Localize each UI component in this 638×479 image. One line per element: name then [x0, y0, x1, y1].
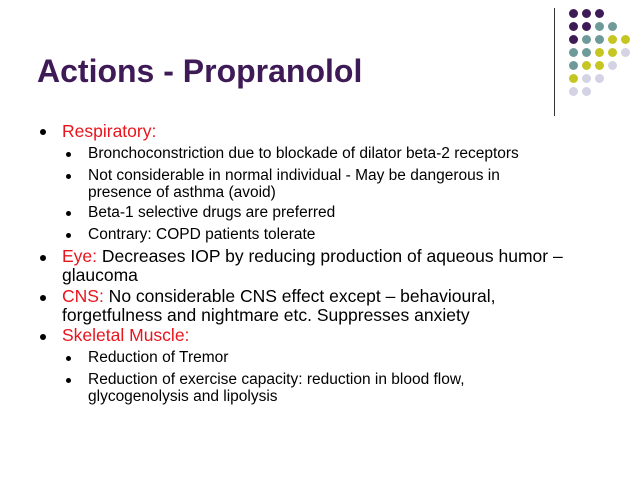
- sub-bullet-icon: [66, 174, 71, 179]
- sub-bullet-icon: [66, 356, 71, 361]
- bullet-text: [62, 287, 622, 306]
- bullet-heading: Respiratory:: [62, 121, 157, 141]
- dot: [608, 22, 617, 31]
- sub-bullet-text-continued: presence of asthma (avoid): [88, 184, 276, 201]
- title-divider-line: [554, 8, 555, 116]
- sub-bullet-text: Contrary: COPD patients tolerate: [88, 226, 316, 243]
- sub-bullet-icon: [66, 152, 71, 157]
- sub-bullet-text: Bronchoconstriction due to blockade of dilator beta-2 receptors: [88, 145, 519, 162]
- dot: [608, 35, 617, 44]
- bullet-body: Decreases IOP by reducing production of aqueous humor –: [97, 246, 563, 266]
- dot: [582, 35, 591, 44]
- bullet-text-continued: forgetfulness and nightmare etc. Suppresses anxiety: [62, 305, 470, 325]
- bullet-icon: [40, 334, 46, 340]
- bullet-heading: Eye:: [62, 246, 98, 266]
- dot: [608, 61, 617, 70]
- bullet-heading: CNS:: [62, 286, 104, 306]
- dot: [582, 61, 591, 70]
- dot: [595, 9, 604, 18]
- dot: [569, 87, 578, 96]
- bullet-heading: Skeletal Muscle:: [62, 325, 190, 345]
- dot: [595, 48, 604, 57]
- dot: [582, 22, 591, 31]
- dot: [582, 48, 591, 57]
- dot: [582, 9, 591, 18]
- bullet-icon: [40, 295, 46, 301]
- sub-bullet-text: Reduction of Tremor: [88, 349, 229, 366]
- bullet-body: No considerable CNS effect except – behavioural,: [103, 286, 496, 306]
- dot: [569, 22, 578, 31]
- dot: [582, 87, 591, 96]
- bullet-icon: [40, 129, 46, 135]
- slide-title: Actions - Propranolol: [37, 53, 363, 89]
- sub-bullet-text: Reduction of exercise capacity: reduction in blood flow,: [88, 371, 465, 388]
- bullet-icon: [40, 255, 46, 261]
- dot: [595, 35, 604, 44]
- dot: [569, 61, 578, 70]
- dot: [569, 9, 578, 18]
- sub-bullet-icon: [66, 233, 71, 238]
- sub-bullet-text-continued: glycogenolysis and lipolysis: [88, 388, 278, 405]
- sub-bullet-icon: [66, 211, 71, 216]
- dot: [569, 48, 578, 57]
- dot: [595, 61, 604, 70]
- dot: [582, 74, 591, 83]
- sub-bullet-text: Not considerable in normal individual - May be dangerous in: [88, 167, 500, 184]
- dot: [569, 35, 578, 44]
- sub-bullet-icon: [66, 378, 71, 383]
- dot: [569, 74, 578, 83]
- sub-bullet-text: Beta-1 selective drugs are preferred: [88, 204, 336, 221]
- dot: [621, 48, 630, 57]
- dot: [621, 35, 630, 44]
- dot: [608, 48, 617, 57]
- dot: [595, 74, 604, 83]
- bullet-text-continued: glaucoma: [62, 265, 138, 285]
- bullet-text: [62, 247, 622, 266]
- dot: [595, 22, 604, 31]
